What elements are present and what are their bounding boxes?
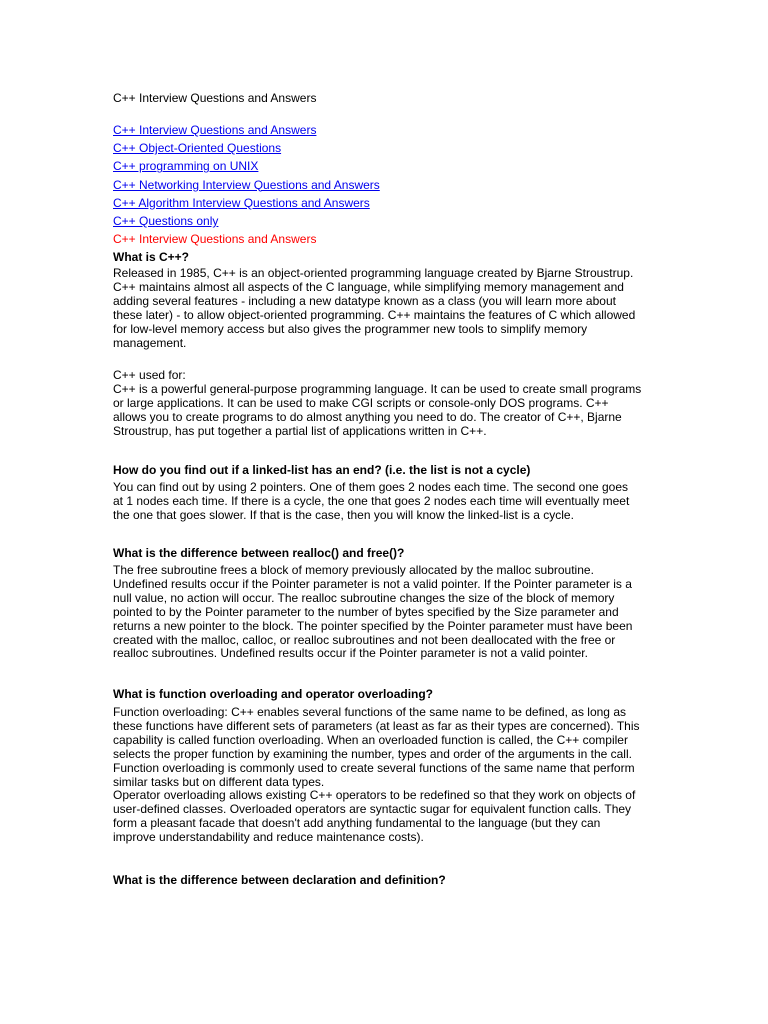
answer-linked-list <box>113 481 653 523</box>
nav-links <box>113 123 380 250</box>
question-realloc-free: What is the difference between realloc() and free()? <box>113 546 405 560</box>
answer-line: improve understandability and reduce maintenance costs). <box>113 830 424 845</box>
answer-line: adding several features - including a new datatype known as a class (you will learn more about <box>113 293 616 308</box>
answer-line: Function overloading: C++ enables several functions of the same name to be defined, as long as <box>113 705 626 719</box>
answer-line: C++ maintains almost all aspects of the C language, while simplifying memory management and <box>113 279 624 294</box>
answer-line: You can find out by using 2 pointers. One of them goes 2 nodes each time. The second one goes <box>113 480 629 494</box>
answer-line: allows you to create programs to do almost anything you need to do. The creator of C++, Bjarne <box>113 409 622 424</box>
cpp-used-for <box>113 369 653 439</box>
answer-line: selects the proper function by examining the number, types and order of the arguments in the call. <box>113 746 632 761</box>
answer-line: The free subroutine frees a block of memory previously allocated by the malloc subroutine. <box>113 563 594 577</box>
answer-line: at 1 nodes each time. If there is a cycle, the one that goes 2 nodes each time will eventually meet <box>113 493 630 508</box>
answer-line: the one that goes slower. If that is the case, then you will know the linked-list is a cycle. <box>113 507 574 522</box>
answer-line: pointed to by the Pointer parameter to the number of bytes specified by the Size parameter and <box>113 604 619 619</box>
answer-overloading <box>113 706 653 845</box>
answer-line: C++ is a powerful general-purpose programming language. It can be used to create small programs <box>113 381 642 396</box>
nav-link-networking[interactable]: C++ Networking Interview Questions and Answers <box>113 177 380 192</box>
answer-line: null value, no action will occur. The realloc subroutine changes the size of the block of memory <box>113 590 615 605</box>
answer-line: realloc subroutines. Undefined results occur if the Pointer parameter is not a valid pointer. <box>113 646 588 661</box>
document-title: C++ Interview Questions and Answers <box>113 91 317 105</box>
answer-line: similar tasks but on different data types. <box>113 774 325 789</box>
question-overloading: What is function overloading and operator overloading? <box>113 687 434 701</box>
current-section-label: C++ Interview Questions and Answers <box>113 232 317 247</box>
question-declaration-definition: What is the difference between declaration and definition? <box>113 873 446 887</box>
question-what-is-cpp: What is C++? <box>113 250 190 264</box>
answer-line: these functions have different sets of parameters (at least as far as their types are concerned). This <box>113 718 640 733</box>
answer-what-is-cpp <box>113 267 653 350</box>
answer-realloc-free <box>113 564 653 661</box>
answer-line: Stroustrup, has put together a partial list of applications written in C++. <box>113 423 487 438</box>
answer-line: management. <box>113 335 187 350</box>
answer-line: Operator overloading allows existing C++ operators to be redefined so that they work on objects of <box>113 788 636 803</box>
nav-link-interview-qa[interactable]: C++ Interview Questions and Answers <box>113 123 317 137</box>
answer-line: or large applications. It can be used to make CGI scripts or console-only DOS programs. C++ <box>113 395 609 410</box>
answer-line: Undefined results occur if the Pointer parameter is not a valid pointer. If the Pointer parameter is a <box>113 576 632 591</box>
question-linked-list: How do you find out if a linked-list has an end? (i.e. the list is not a cycle) <box>113 463 531 477</box>
answer-line: created with the malloc, calloc, or realloc subroutines and not been deallocated with the free or <box>113 632 616 647</box>
answer-line: user-defined classes. Overloaded operators are syntactic sugar for equivalent function calls. They <box>113 802 632 817</box>
answer-line: Function overloading is commonly used to create several functions of the same name that perform <box>113 760 635 775</box>
used-for-label: C++ used for: <box>113 368 186 382</box>
answer-line: for low-level memory access but also gives the programmer new tools to simplify memory <box>113 321 588 336</box>
answer-line: Released in 1985, C++ is an object-oriented programming language created by Bjarne Stroustrup. <box>113 266 634 280</box>
answer-line: returns a new pointer to the block. The pointer specified by the Pointer parameter must have been <box>113 618 633 633</box>
nav-link-questions-only[interactable]: C++ Questions only <box>113 213 219 228</box>
answer-line: capability is called function overloading. When an overloaded function is called, the C++ compiler <box>113 732 628 747</box>
nav-link-unix[interactable]: C++ programming on UNIX <box>113 159 259 174</box>
nav-link-oop-questions[interactable]: C++ Object-Oriented Questions <box>113 141 282 156</box>
answer-line: these later) - to allow object-oriented programming. C++ maintains the features of C which allowed <box>113 307 636 322</box>
answer-line: form a pleasant facade that doesn't add anything fundamental to the language (but they can <box>113 816 601 831</box>
nav-link-algorithm[interactable]: C++ Algorithm Interview Questions and Answers <box>113 195 370 210</box>
